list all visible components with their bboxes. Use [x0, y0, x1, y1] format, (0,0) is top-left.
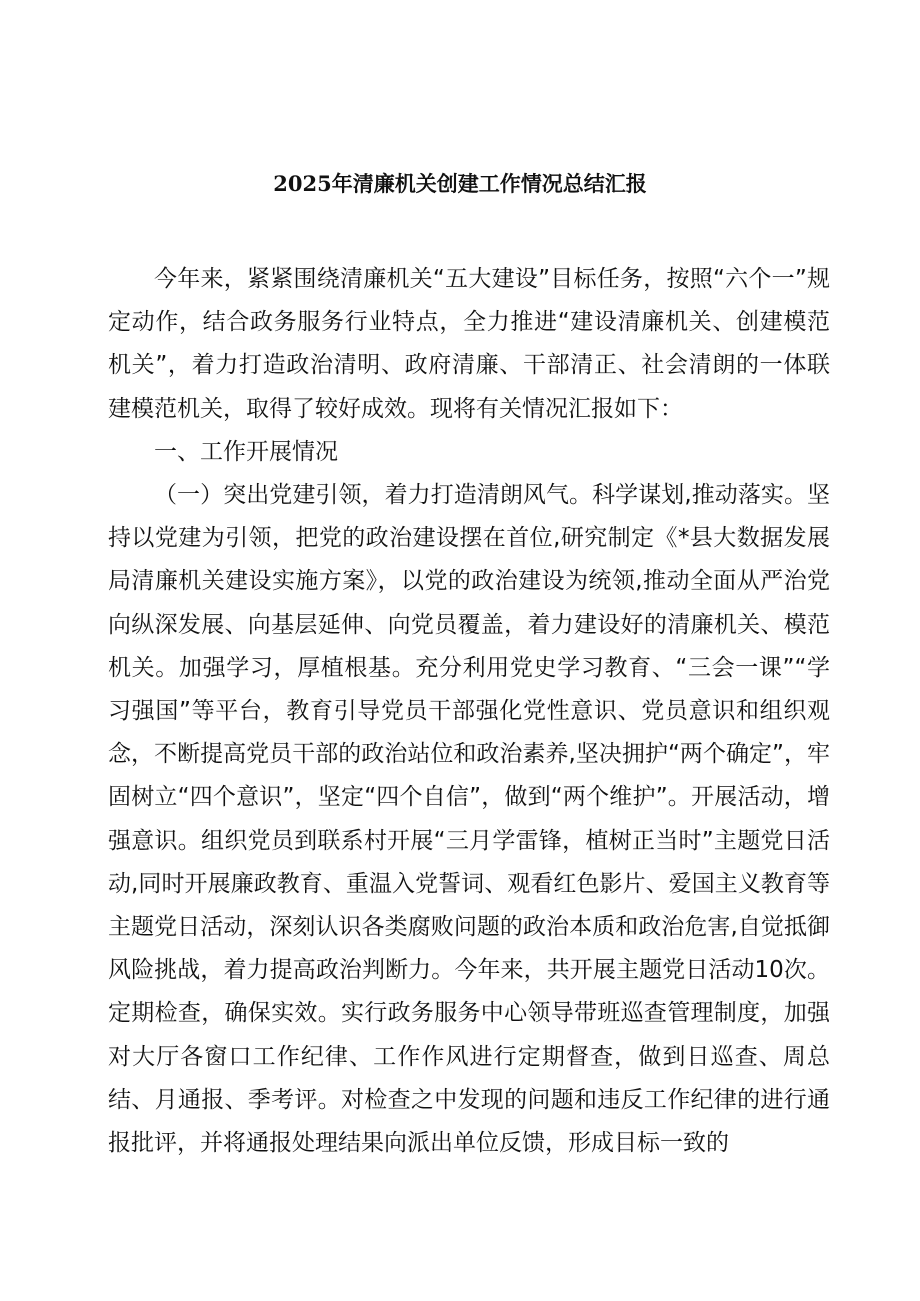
intro-paragraph: 今年来，紧紧围绕清廉机关“五大建设”目标任务，按照“六个一”规定动作，结合政务服务行业特点，全力推进“建设清廉机关、创建模范机关”，着力打造政治清明、政府清廉、干部清正、社会清朗的一体联建模范机关，取得了较好成效。现将有关情况汇报如下： — [108, 266, 830, 422]
section-heading: 一、工作开展情况 — [154, 438, 338, 465]
document-body — [108, 258, 830, 1165]
body-paragraph: （一）突出党建引领，着力打造清朗风气。科学谋划,推动落实。坚持以党建为引领，把党的政治建设摆在首位,研究制定《*县大数据发展局清廉机关建设实施方案》，以党的政治建设为统领,推动全面从严治党向纵深发展、向基层延伸、向党员覆盖，着力建设好的清廉机关、模范机关。加强学习，厚植根基。充分利用党史学习教育、“三会一课”“学习强国”等平台，教育引导党员干部强化党性意识、党员意识和组织观念，不断提高党员干部的政治站位和政治素养,坚决拥护“两个确定”，牢固树立“四个意识”，坚定“四个自信”，做到“两个维护”。开展活动，增强意识。组织党员到联系村开展“三月学雷锋，植树正当时”主题党日活动,同时开展廉政教育、重温入党誓词、观看红色影片、爱国主义教育等主题党日活动，深刻认识各类腐败问题的政治本质和政治危害,自觉抵御风险挑战，着力提高政治判断力。今年来，共开展主题党日活动10次。定期检查，确保实效。实行政务服务中心领导带班巡查管理制度，加强对大厅各窗口工作纪律、工作作风进行定期督查，做到日巡查、周总结、月通报、季考评。对检查之中发现的问题和违反工作纪律的进行通报批评，并将通报处理结果向派出单位反馈，形成目标一致的 — [108, 482, 830, 1157]
document-title: 2025年清廉机关创建工作情况总结汇报 — [273, 171, 647, 196]
